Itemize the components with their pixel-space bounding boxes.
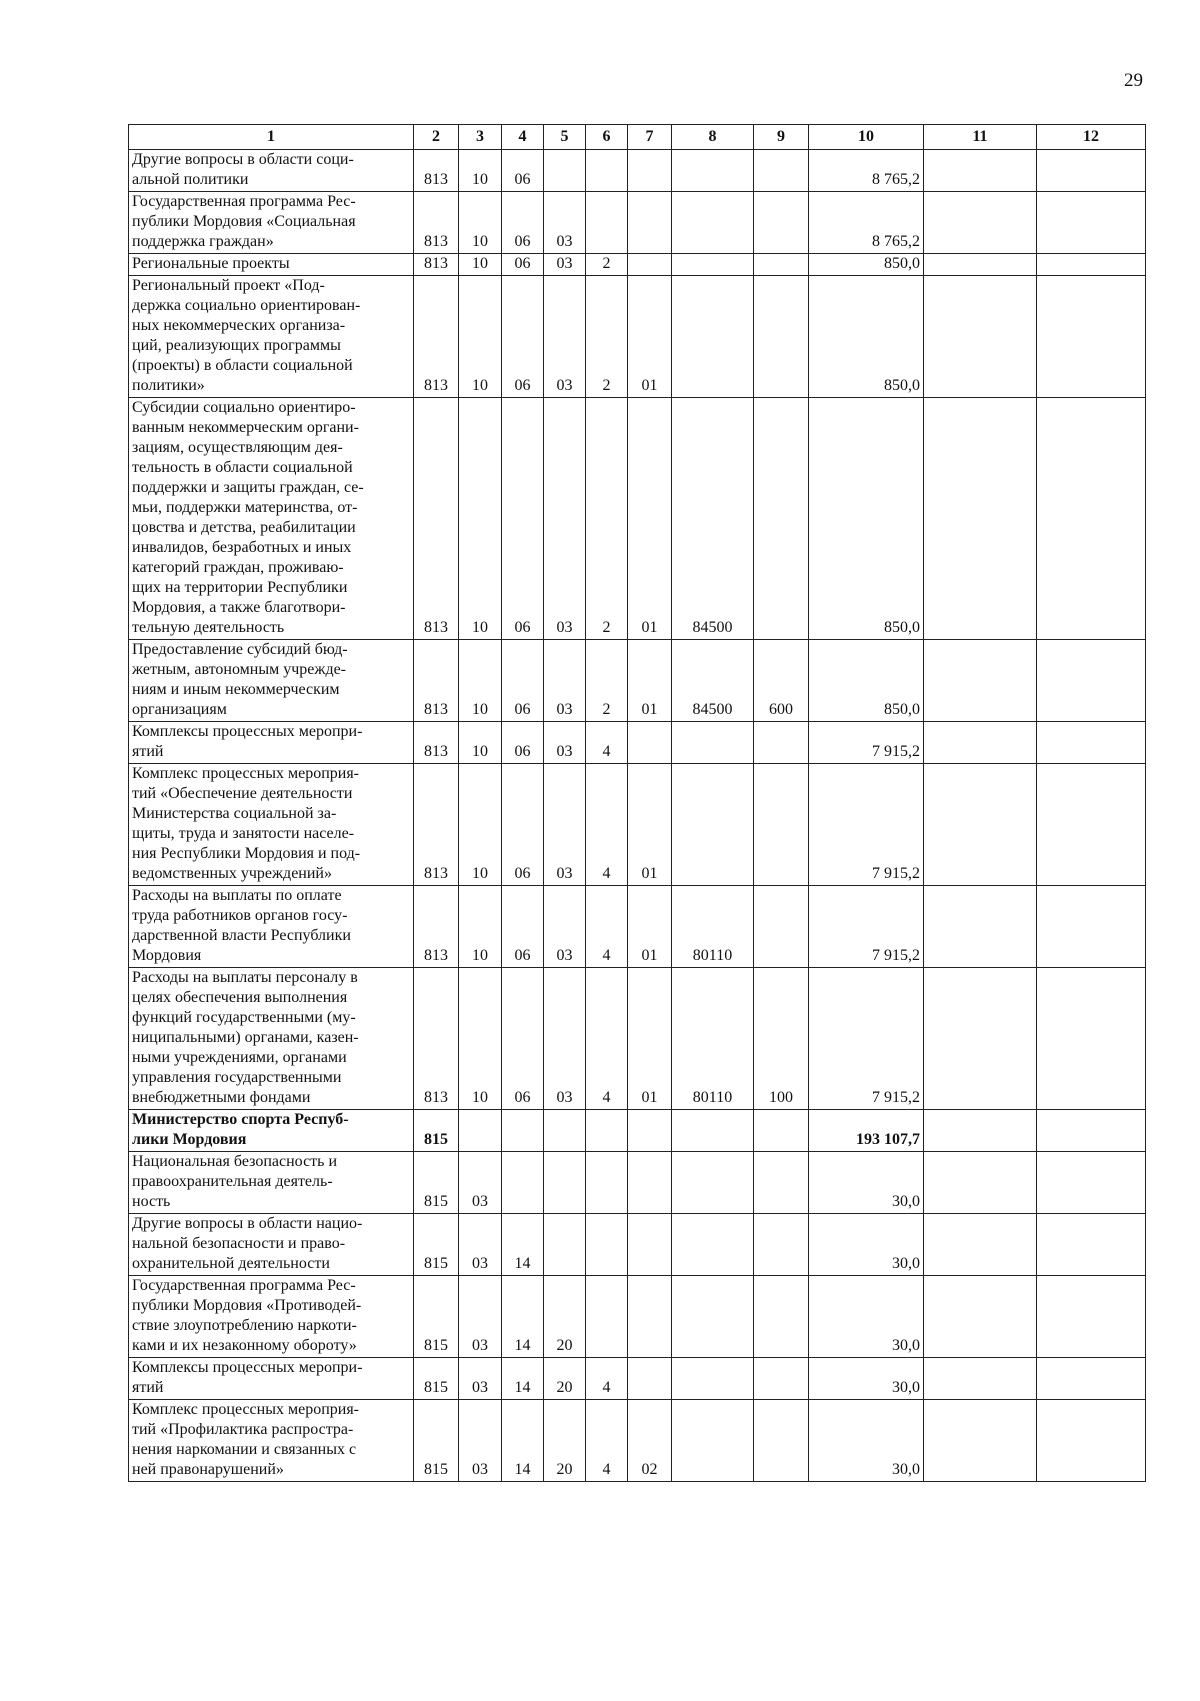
code-cell-col6: 4 [586, 1358, 628, 1400]
table-row [129, 764, 1146, 886]
code-cell-col4: 06 [502, 764, 544, 886]
code-cell-col4: 14 [502, 1358, 544, 1400]
code-cell-col2: 813 [414, 192, 459, 254]
code-cell-col3: 10 [459, 968, 502, 1110]
amount-cell-col12 [1037, 764, 1146, 886]
code-cell-col3: 03 [459, 1400, 502, 1482]
code-cell-col4 [502, 1152, 544, 1214]
amount-cell-col10: 30,0 [809, 1400, 924, 1482]
table-row [129, 640, 1146, 722]
row-name-cell: Национальная безопасность и правоохранительная деятель- ность [129, 1152, 414, 1214]
code-cell-col6: 4 [586, 1400, 628, 1482]
code-cell-col6 [586, 1152, 628, 1214]
code-cell-col6 [586, 150, 628, 192]
code-cell-col7 [628, 722, 672, 764]
code-cell-col4: 06 [502, 886, 544, 968]
column-header-11: 11 [924, 125, 1037, 150]
code-cell-col8: 80110 [672, 968, 754, 1110]
table-row [129, 886, 1146, 968]
amount-cell-col10: 7 915,2 [809, 764, 924, 886]
table-row [129, 1110, 1146, 1152]
code-cell-col4: 06 [502, 640, 544, 722]
code-cell-col4: 06 [502, 254, 544, 276]
amount-cell-col11 [924, 150, 1037, 192]
code-cell-col4: 06 [502, 968, 544, 1110]
code-cell-col7: 01 [628, 398, 672, 640]
code-cell-col5: 20 [544, 1400, 586, 1482]
code-cell-col3: 03 [459, 1358, 502, 1400]
code-cell-col3: 10 [459, 150, 502, 192]
code-cell-col5: 03 [544, 764, 586, 886]
row-name-cell: Комплексы процессных меропри- ятий [129, 1358, 414, 1400]
code-cell-col4: 06 [502, 398, 544, 640]
table-row [129, 1400, 1146, 1482]
code-cell-col9 [754, 1214, 809, 1276]
code-cell-col8: 84500 [672, 398, 754, 640]
amount-cell-col12 [1037, 968, 1146, 1110]
code-cell-col7 [628, 1152, 672, 1214]
budget-table [128, 124, 1146, 1482]
code-cell-col8 [672, 1214, 754, 1276]
code-cell-col6: 4 [586, 722, 628, 764]
code-cell-col6 [586, 1110, 628, 1152]
code-cell-col5: 03 [544, 398, 586, 640]
code-cell-col2: 815 [414, 1152, 459, 1214]
code-cell-col5: 03 [544, 640, 586, 722]
code-cell-col8 [672, 276, 754, 398]
column-header-4: 4 [502, 125, 544, 150]
row-name-cell: Другие вопросы в области соци- альной политики [129, 150, 414, 192]
amount-cell-col10: 30,0 [809, 1276, 924, 1358]
code-cell-col2: 815 [414, 1400, 459, 1482]
code-cell-col4: 06 [502, 722, 544, 764]
amount-cell-col11 [924, 1214, 1037, 1276]
amount-cell-col12 [1037, 398, 1146, 640]
amount-cell-col12 [1037, 1214, 1146, 1276]
code-cell-col3 [459, 1110, 502, 1152]
row-name-cell: Расходы на выплаты персоналу в целях обеспечения выполнения функций государственными (му- ниципальными) органами, казен- ными учреждениями, органами управления государственными внебюджетными фондами [129, 968, 414, 1110]
row-name-cell: Министерство спорта Респуб- лики Мордовия [129, 1110, 414, 1152]
code-cell-col7 [628, 1110, 672, 1152]
code-cell-col6: 2 [586, 276, 628, 398]
code-cell-col9 [754, 276, 809, 398]
code-cell-col8: 84500 [672, 640, 754, 722]
amount-cell-col12 [1037, 1358, 1146, 1400]
row-name-cell: Государственная программа Рес- публики Мордовия «Социальная поддержка граждан» [129, 192, 414, 254]
table-row [129, 276, 1146, 398]
column-header-9: 9 [754, 125, 809, 150]
code-cell-col8 [672, 1276, 754, 1358]
code-cell-col2: 813 [414, 640, 459, 722]
column-header-12: 12 [1037, 125, 1146, 150]
table-row [129, 192, 1146, 254]
code-cell-col2: 815 [414, 1276, 459, 1358]
code-cell-col3: 03 [459, 1152, 502, 1214]
code-cell-col2: 813 [414, 150, 459, 192]
code-cell-col5 [544, 150, 586, 192]
code-cell-col9 [754, 1152, 809, 1214]
amount-cell-col10: 193 107,7 [809, 1110, 924, 1152]
amount-cell-col10: 7 915,2 [809, 722, 924, 764]
amount-cell-col10: 7 915,2 [809, 968, 924, 1110]
code-cell-col9 [754, 1358, 809, 1400]
code-cell-col5: 03 [544, 254, 586, 276]
table-row [129, 1276, 1146, 1358]
code-cell-col5: 03 [544, 276, 586, 398]
amount-cell-col11 [924, 764, 1037, 886]
code-cell-col8: 80110 [672, 886, 754, 968]
code-cell-col2: 813 [414, 398, 459, 640]
code-cell-col7 [628, 1276, 672, 1358]
code-cell-col8 [672, 1358, 754, 1400]
code-cell-col6: 4 [586, 886, 628, 968]
code-cell-col2: 813 [414, 276, 459, 398]
amount-cell-col11 [924, 1358, 1037, 1400]
code-cell-col3: 10 [459, 276, 502, 398]
code-cell-col2: 813 [414, 886, 459, 968]
code-cell-col6: 2 [586, 640, 628, 722]
amount-cell-col12 [1037, 886, 1146, 968]
amount-cell-col12 [1037, 150, 1146, 192]
code-cell-col5: 03 [544, 886, 586, 968]
amount-cell-col12 [1037, 1276, 1146, 1358]
code-cell-col8 [672, 1400, 754, 1482]
code-cell-col5: 03 [544, 722, 586, 764]
code-cell-col6 [586, 1276, 628, 1358]
code-cell-col7 [628, 1214, 672, 1276]
code-cell-col9 [754, 1110, 809, 1152]
code-cell-col2: 813 [414, 722, 459, 764]
code-cell-col5 [544, 1214, 586, 1276]
amount-cell-col10: 850,0 [809, 254, 924, 276]
code-cell-col6: 4 [586, 764, 628, 886]
code-cell-col8 [672, 1152, 754, 1214]
code-cell-col3: 03 [459, 1276, 502, 1358]
row-name-cell: Субсидии социально ориентиро- ванным некоммерческим органи- зациям, осуществляющим дея- тельность в области социальной поддержки и защиты граждан, се- мьи, поддержки материнства, от- цовства и детства, реабилитации инвалидов, безработных и иных категорий граждан, проживаю- щих на территории Республики Мордовия, а также благотвори- тельную деятельность [129, 398, 414, 640]
code-cell-col2: 815 [414, 1110, 459, 1152]
amount-cell-col10: 850,0 [809, 398, 924, 640]
code-cell-col7 [628, 192, 672, 254]
column-header-5: 5 [544, 125, 586, 150]
column-header-8: 8 [672, 125, 754, 150]
amount-cell-col10: 8 765,2 [809, 192, 924, 254]
code-cell-col9 [754, 722, 809, 764]
amount-cell-col10: 30,0 [809, 1358, 924, 1400]
code-cell-col9: 100 [754, 968, 809, 1110]
code-cell-col4: 14 [502, 1400, 544, 1482]
amount-cell-col10: 850,0 [809, 640, 924, 722]
code-cell-col7 [628, 150, 672, 192]
code-cell-col7: 02 [628, 1400, 672, 1482]
code-cell-col8 [672, 150, 754, 192]
code-cell-col6: 2 [586, 398, 628, 640]
code-cell-col4: 14 [502, 1276, 544, 1358]
amount-cell-col10: 8 765,2 [809, 150, 924, 192]
code-cell-col2: 813 [414, 968, 459, 1110]
row-name-cell: Комплекс процессных мероприя- тий «Обеспечение деятельности Министерства социальной за- щиты, труда и занятости населе- ния Республики Мордовия и под- ведомственных учреждений» [129, 764, 414, 886]
code-cell-col4: 06 [502, 192, 544, 254]
code-cell-col5: 20 [544, 1276, 586, 1358]
amount-cell-col11 [924, 1400, 1037, 1482]
row-name-cell: Региональные проекты [129, 254, 414, 276]
code-cell-col7: 01 [628, 764, 672, 886]
code-cell-col7: 01 [628, 640, 672, 722]
amount-cell-col12 [1037, 722, 1146, 764]
amount-cell-col11 [924, 192, 1037, 254]
amount-cell-col12 [1037, 276, 1146, 398]
code-cell-col5: 03 [544, 968, 586, 1110]
code-cell-col3: 10 [459, 722, 502, 764]
code-cell-col9 [754, 764, 809, 886]
column-header-10: 10 [809, 125, 924, 150]
code-cell-col9 [754, 254, 809, 276]
column-header-7: 7 [628, 125, 672, 150]
table-row [129, 398, 1146, 640]
code-cell-col3: 10 [459, 254, 502, 276]
code-cell-col4 [502, 1110, 544, 1152]
code-cell-col3: 10 [459, 764, 502, 886]
header-row [129, 125, 1146, 150]
amount-cell-col11 [924, 254, 1037, 276]
code-cell-col6: 4 [586, 968, 628, 1110]
amount-cell-col12 [1037, 192, 1146, 254]
code-cell-col3: 10 [459, 640, 502, 722]
code-cell-col7: 01 [628, 968, 672, 1110]
page-number: 29 [1124, 70, 1143, 91]
column-header-6: 6 [586, 125, 628, 150]
amount-cell-col12 [1037, 1400, 1146, 1482]
amount-cell-col11 [924, 886, 1037, 968]
code-cell-col8 [672, 1110, 754, 1152]
code-cell-col9 [754, 1276, 809, 1358]
amount-cell-col11 [924, 1276, 1037, 1358]
code-cell-col3: 03 [459, 1214, 502, 1276]
amount-cell-col10: 30,0 [809, 1152, 924, 1214]
code-cell-col9 [754, 886, 809, 968]
code-cell-col2: 813 [414, 254, 459, 276]
amount-cell-col12 [1037, 1152, 1146, 1214]
row-name-cell: Другие вопросы в области нацио- нальной безопасности и право- охранительной деятельности [129, 1214, 414, 1276]
code-cell-col4: 06 [502, 276, 544, 398]
code-cell-col7 [628, 1358, 672, 1400]
table-row [129, 1214, 1146, 1276]
code-cell-col6 [586, 1214, 628, 1276]
table-row [129, 1358, 1146, 1400]
table-row [129, 150, 1146, 192]
amount-cell-col11 [924, 276, 1037, 398]
table-header [129, 125, 1146, 150]
code-cell-col5: 20 [544, 1358, 586, 1400]
code-cell-col3: 10 [459, 886, 502, 968]
code-cell-col6 [586, 192, 628, 254]
code-cell-col3: 10 [459, 192, 502, 254]
table-row [129, 968, 1146, 1110]
amount-cell-col10: 30,0 [809, 1214, 924, 1276]
code-cell-col4: 06 [502, 150, 544, 192]
row-name-cell: Комплекс процессных мероприя- тий «Профилактика распростра- нения наркомании и связанных с ней правонарушений» [129, 1400, 414, 1482]
code-cell-col9 [754, 192, 809, 254]
code-cell-col8 [672, 254, 754, 276]
amount-cell-col12 [1037, 254, 1146, 276]
table-row [129, 254, 1146, 276]
code-cell-col8 [672, 722, 754, 764]
amount-cell-col11 [924, 1110, 1037, 1152]
code-cell-col5: 03 [544, 192, 586, 254]
code-cell-col6: 2 [586, 254, 628, 276]
code-cell-col4: 14 [502, 1214, 544, 1276]
code-cell-col9 [754, 150, 809, 192]
code-cell-col9 [754, 398, 809, 640]
code-cell-col7 [628, 254, 672, 276]
table-row [129, 1152, 1146, 1214]
code-cell-col8 [672, 764, 754, 886]
table-body [129, 150, 1146, 1482]
code-cell-col9 [754, 1400, 809, 1482]
amount-cell-col12 [1037, 1110, 1146, 1152]
code-cell-col7: 01 [628, 886, 672, 968]
amount-cell-col11 [924, 722, 1037, 764]
code-cell-col9: 600 [754, 640, 809, 722]
table-row [129, 722, 1146, 764]
code-cell-col7: 01 [628, 276, 672, 398]
row-name-cell: Региональный проект «Под- держка социально ориентирован- ных некоммерческих организа- ций, реализующих программы (проекты) в области социальной политики» [129, 276, 414, 398]
amount-cell-col11 [924, 640, 1037, 722]
code-cell-col2: 815 [414, 1358, 459, 1400]
column-header-1: 1 [129, 125, 414, 150]
column-header-3: 3 [459, 125, 502, 150]
amount-cell-col10: 850,0 [809, 276, 924, 398]
code-cell-col2: 815 [414, 1214, 459, 1276]
row-name-cell: Государственная программа Рес- публики Мордовия «Противодей- ствие злоупотреблению наркоти- ками и их незаконному обороту» [129, 1276, 414, 1358]
amount-cell-col11 [924, 398, 1037, 640]
amount-cell-col11 [924, 968, 1037, 1110]
code-cell-col5 [544, 1110, 586, 1152]
row-name-cell: Комплексы процессных меропри- ятий [129, 722, 414, 764]
row-name-cell: Расходы на выплаты по оплате труда работников органов госу- дарственной власти Республики Мордовия [129, 886, 414, 968]
amount-cell-col10: 7 915,2 [809, 886, 924, 968]
row-name-cell: Предоставление субсидий бюд- жетным, автономным учрежде- ниям и иным некоммерческим организациям [129, 640, 414, 722]
code-cell-col3: 10 [459, 398, 502, 640]
code-cell-col5 [544, 1152, 586, 1214]
code-cell-col2: 813 [414, 764, 459, 886]
column-header-2: 2 [414, 125, 459, 150]
code-cell-col8 [672, 192, 754, 254]
amount-cell-col11 [924, 1152, 1037, 1214]
amount-cell-col12 [1037, 640, 1146, 722]
